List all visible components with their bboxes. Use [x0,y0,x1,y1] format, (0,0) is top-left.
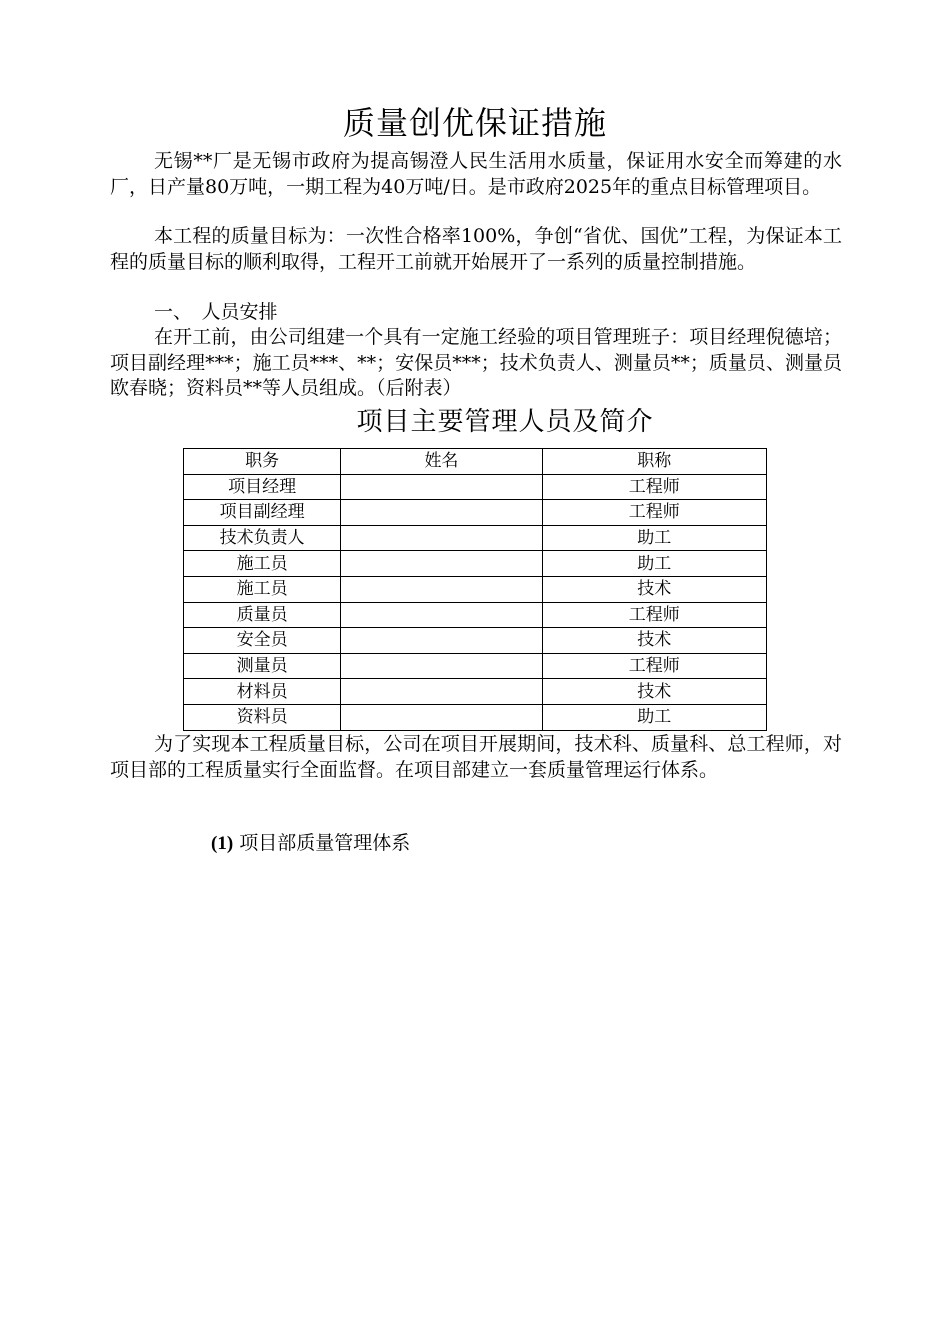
cell-title: 技术 [542,679,766,705]
cell-role: 施工员 [184,551,341,577]
table-title: 项目主要管理人员及简介 [356,407,654,437]
cell-role: 安全员 [184,628,341,654]
cell-role: 项目副经理 [184,500,341,526]
subheading-number: (1) [211,833,234,854]
cell-name [341,500,542,526]
table-row [184,474,767,500]
header-name: 姓名 [341,449,542,475]
subheading-text: 项目部质量管理体系 [239,832,411,854]
intro-paragraph: 无锡**厂是无锡市政府为提高锡澄人民生活用水质量，保证用水安全而筹建的水厂，日产量80万吨，一期工程为40万吨/日。是市政府2025年的重点目标管理项目。 [110,150,842,198]
header-role: 职务 [184,449,341,475]
table-row [184,653,767,679]
cell-name [341,525,542,551]
cell-name [341,474,542,500]
cell-title: 技术 [542,576,766,602]
cell-title: 助工 [542,525,766,551]
table-row [184,500,767,526]
cell-name [341,628,542,654]
staffing-paragraph: 在开工前，由公司组建一个具有一定施工经验的项目管理班子：项目经理倪德培；项目副经理***；施工员***、**；安保员***；技术负责人、测量员**；质量员、测量员欧春晓；资料员**等人员组成。（后附表） [110,326,842,399]
cell-name [341,602,542,628]
cell-role: 施工员 [184,576,341,602]
quality-goal-paragraph: 本工程的质量目标为：一次性合格率100%，争创“省优、国优”工程，为保证本工程的质量目标的顺利取得，工程开工前就开始展开了一系列的质量控制措施。 [110,225,842,273]
cell-name [341,551,542,577]
cell-title: 工程师 [542,500,766,526]
table-row [184,576,767,602]
cell-title: 助工 [542,551,766,577]
header-title: 职称 [542,449,766,475]
table-row [184,679,767,705]
table-header-row [184,449,767,475]
cell-title: 技术 [542,628,766,654]
staff-table [183,448,767,731]
cell-role: 技术负责人 [184,525,341,551]
cell-name [341,576,542,602]
cell-title: 工程师 [542,474,766,500]
cell-name [341,704,542,730]
table-row [184,551,767,577]
cell-role: 资料员 [184,704,341,730]
cell-title: 工程师 [542,653,766,679]
cell-name [341,679,542,705]
section-heading-staffing: 一、 人员安排 [154,301,278,323]
cell-role: 项目经理 [184,474,341,500]
cell-title: 工程师 [542,602,766,628]
cell-title: 助工 [542,704,766,730]
subheading-quality-system [211,830,410,857]
cell-role: 测量员 [184,653,341,679]
cell-role: 质量员 [184,602,341,628]
cell-name [341,653,542,679]
table-row [184,628,767,654]
document-title: 质量创优保证措施 [342,104,607,142]
table-row [184,602,767,628]
supervision-paragraph: 为了实现本工程质量目标，公司在项目开展期间，技术科、质量科、总工程师，对项目部的工程质量实行全面监督。在项目部建立一套质量管理运行体系。 [110,733,842,781]
table-row [184,704,767,730]
cell-role: 材料员 [184,679,341,705]
table-row [184,525,767,551]
